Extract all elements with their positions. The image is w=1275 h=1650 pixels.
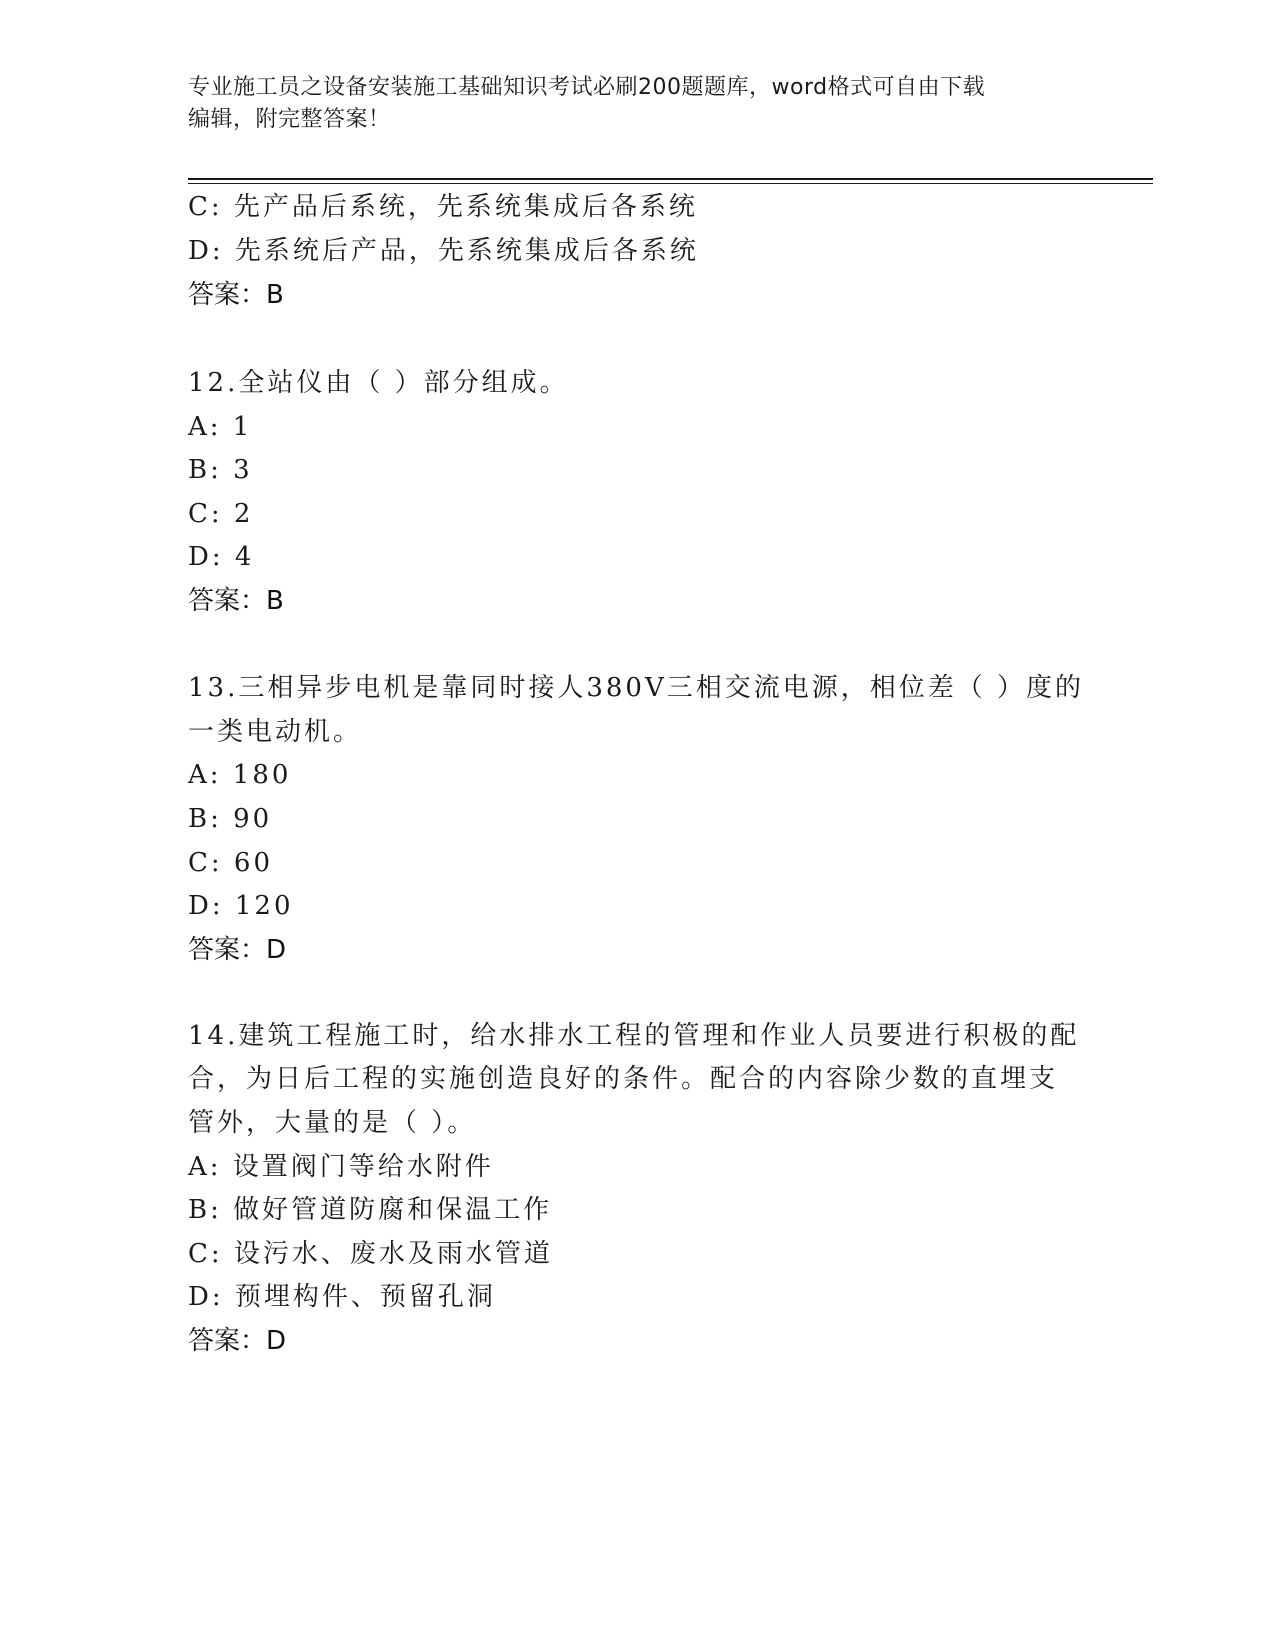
q14-stem-line-2: 合，为日后工程的实施创造良好的条件。配合的内容除少数的直埋支 (188, 1064, 1059, 1094)
q13-option-b: B: 90 (188, 804, 273, 834)
header-divider-thick (188, 178, 1153, 180)
q12-stem: 12.全站仪由（ ）部分组成。 (188, 368, 569, 398)
header-divider-thin (188, 183, 1153, 184)
q12-option-b: B: 3 (188, 455, 253, 485)
document-header (188, 72, 1088, 136)
q14-stem-line-3: 管外，大量的是（ ）。 (188, 1108, 477, 1138)
q11-option-d: D: 先系统后产品，先系统集成后各系统 (188, 236, 699, 266)
q13-stem-line-2: 一类电动机。 (188, 717, 363, 747)
q14-answer: 答案：D (188, 1326, 287, 1356)
q11-answer: 答案：B (188, 280, 284, 310)
q13-answer: 答案：D (188, 935, 287, 965)
q14-option-a: A: 设置阀门等给水附件 (188, 1152, 494, 1182)
q13-option-c: C: 60 (188, 848, 274, 878)
q12-answer: 答案：B (188, 586, 284, 616)
header-title-line-2: 编辑，附完整答案！ (188, 107, 391, 132)
header-title-line-1: 专业施工员之设备安装施工基础知识考试必刷200题题库，word格式可自由下载 (188, 75, 986, 100)
q13-option-a: A: 180 (188, 760, 292, 790)
q13-option-d: D: 120 (188, 891, 294, 921)
q14-option-c: C: 设污水、废水及雨水管道 (188, 1239, 553, 1269)
q11-option-c: C: 先产品后系统，先系统集成后各系统 (188, 192, 698, 222)
q12-option-a: A: 1 (188, 412, 253, 442)
q12-option-d: D: 4 (188, 542, 255, 572)
q13-stem-line-1: 13.三相异步电机是靠同时接人380V三相交流电源，相位差（ ）度的 (188, 673, 1085, 703)
q14-option-b: B: 做好管道防腐和保温工作 (188, 1195, 553, 1225)
q14-option-d: D: 预埋构件、预留孔洞 (188, 1282, 496, 1312)
q14-stem-line-1: 14.建筑工程施工时，给水排水工程的管理和作业人员要进行积极的配 (188, 1021, 1080, 1051)
q12-option-c: C: 2 (188, 499, 254, 529)
